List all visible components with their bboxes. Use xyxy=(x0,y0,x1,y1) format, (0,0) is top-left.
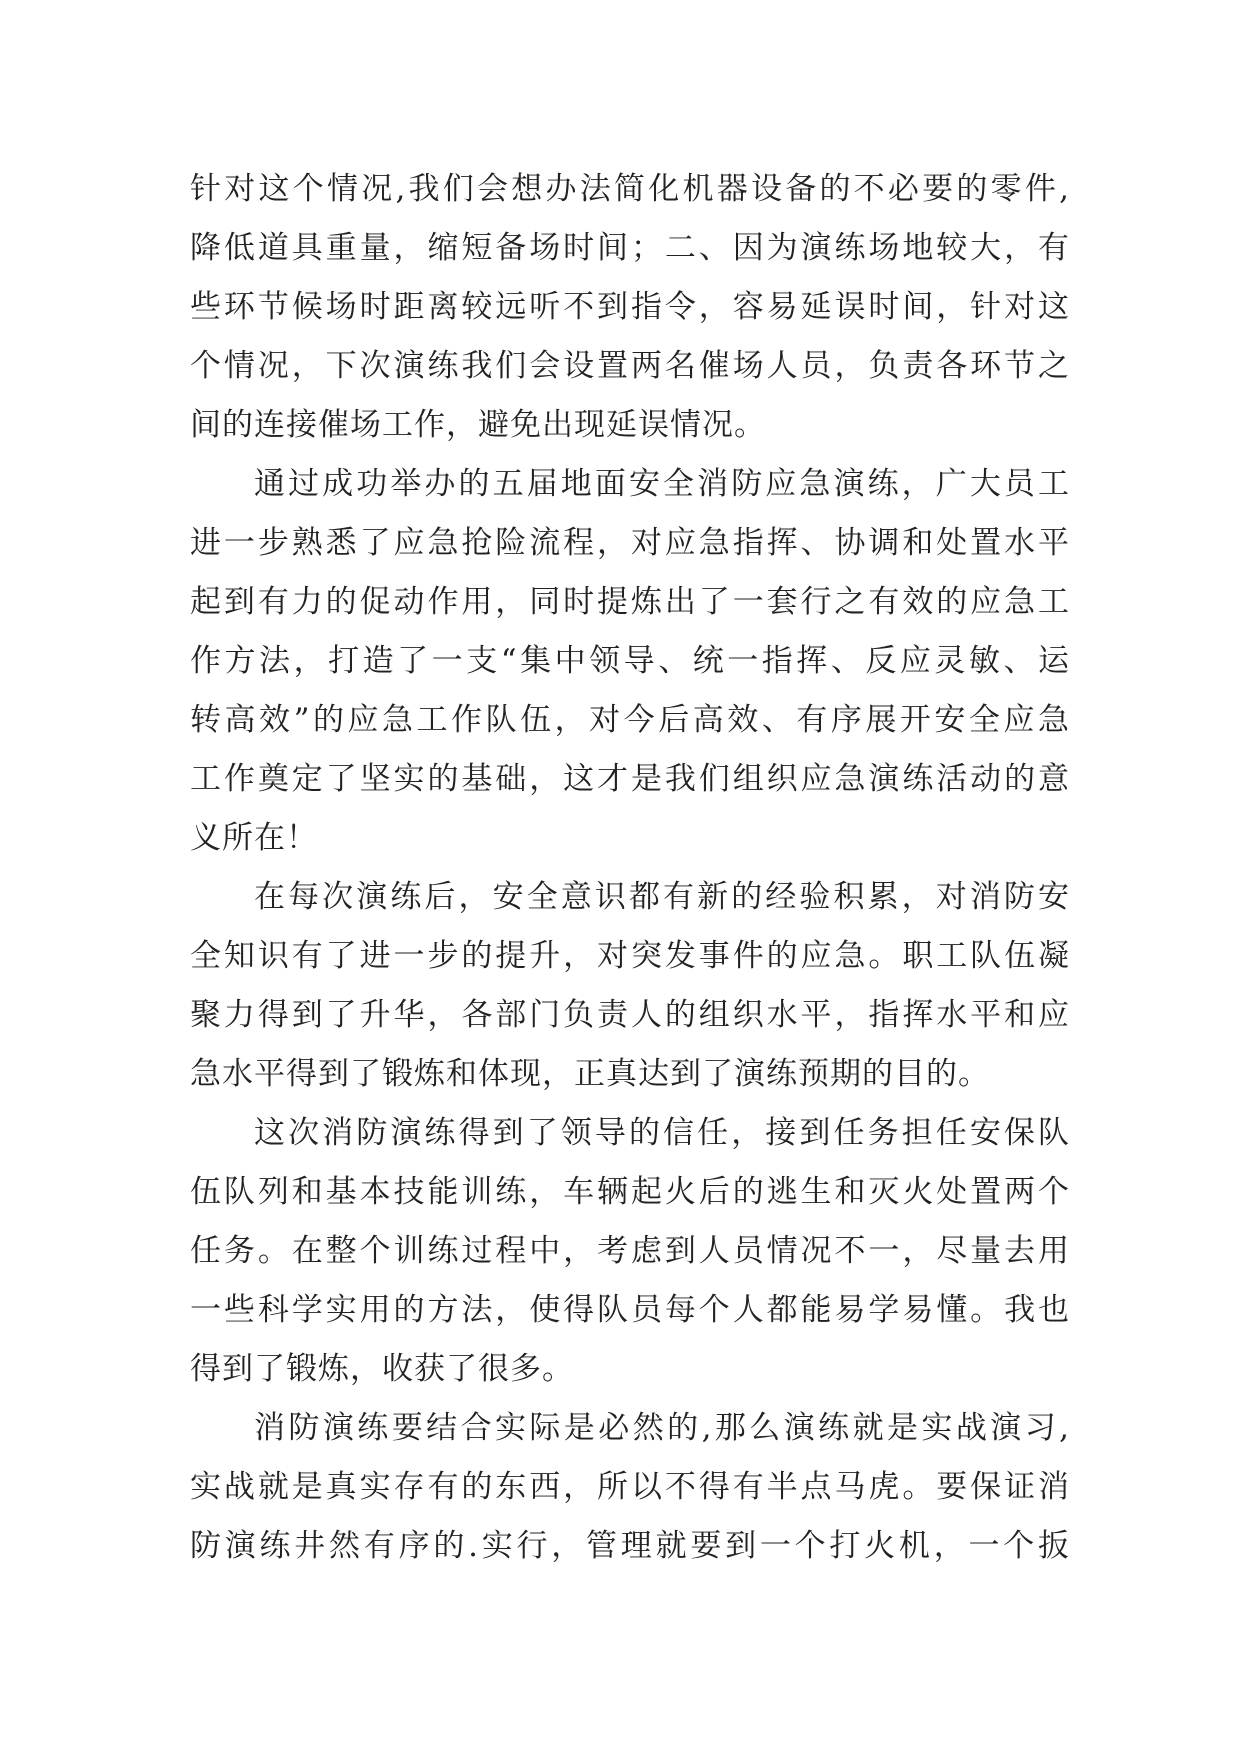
text-line: 得到了锻炼，收获了很多。 xyxy=(190,1351,574,1387)
paragraph xyxy=(190,1104,1070,1399)
text-line: 急水平得到了锻炼和体现，正真达到了演练预期的目的。 xyxy=(190,1056,990,1092)
text-line: 在每次演练后，安全意识都有新的经验积累，对消防安 xyxy=(254,879,1070,915)
text-line: 实战就是真实存有的东西，所以不得有半点马虎。要保证消 xyxy=(190,1469,1070,1505)
text-line: 聚力得到了升华，各部门负责人的组织水平，指挥水平和应 xyxy=(190,997,1070,1033)
document-body xyxy=(190,160,1070,1576)
text-line: 间的连接催场工作，避免出现延误情况。 xyxy=(190,407,766,443)
text-line: 全知识有了进一步的提升，对突发事件的应急。职工队伍凝 xyxy=(190,938,1070,974)
text-line: 起到有力的促动作用，同时提炼出了一套行之有效的应急工 xyxy=(190,584,1070,620)
text-line: 工作奠定了坚实的基础，这才是我们组织应急演练活动的意 xyxy=(190,761,1070,797)
paragraph xyxy=(190,868,1070,1104)
text-line: 这次消防演练得到了领导的信任，接到任务担任安保队 xyxy=(254,1115,1070,1151)
paragraph xyxy=(190,1399,1070,1576)
text-line: 通过成功举办的五届地面安全消防应急演练，广大员工 xyxy=(254,466,1070,502)
text-line: 一些科学实用的方法，使得队员每个人都能易学易懂。我也 xyxy=(190,1292,1070,1328)
text-line: 消防演练要结合实际是必然的,那么演练就是实战演习, xyxy=(254,1410,1070,1446)
text-line: 防演练井然有序的.实行，管理就要到一个打火机，一个扳 xyxy=(190,1528,1070,1564)
paragraph xyxy=(190,455,1070,868)
text-line: 伍队列和基本技能训练，车辆起火后的逃生和灭火处置两个 xyxy=(190,1174,1070,1210)
text-line: 降低道具重量，缩短备场时间；二、因为演练场地较大，有 xyxy=(190,230,1070,266)
text-line: 义所在！ xyxy=(190,820,318,856)
text-line: 进一步熟悉了应急抢险流程，对应急指挥、协调和处置水平 xyxy=(190,525,1070,561)
text-line: 任务。在整个训练过程中，考虑到人员情况不一，尽量去用 xyxy=(190,1233,1070,1269)
text-line: 个情况，下次演练我们会设置两名催场人员，负责各环节之 xyxy=(190,348,1070,384)
text-line: 些环节候场时距离较远听不到指令，容易延误时间，针对这 xyxy=(190,289,1070,325)
text-line: 转高效”的应急工作队伍，对今后高效、有序展开安全应急 xyxy=(190,702,1070,738)
text-line: 作方法，打造了一支“集中领导、统一指挥、反应灵敏、运 xyxy=(190,643,1070,679)
paragraph xyxy=(190,160,1070,455)
text-line: 针对这个情况,我们会想办法简化机器设备的不必要的零件, xyxy=(190,171,1070,207)
